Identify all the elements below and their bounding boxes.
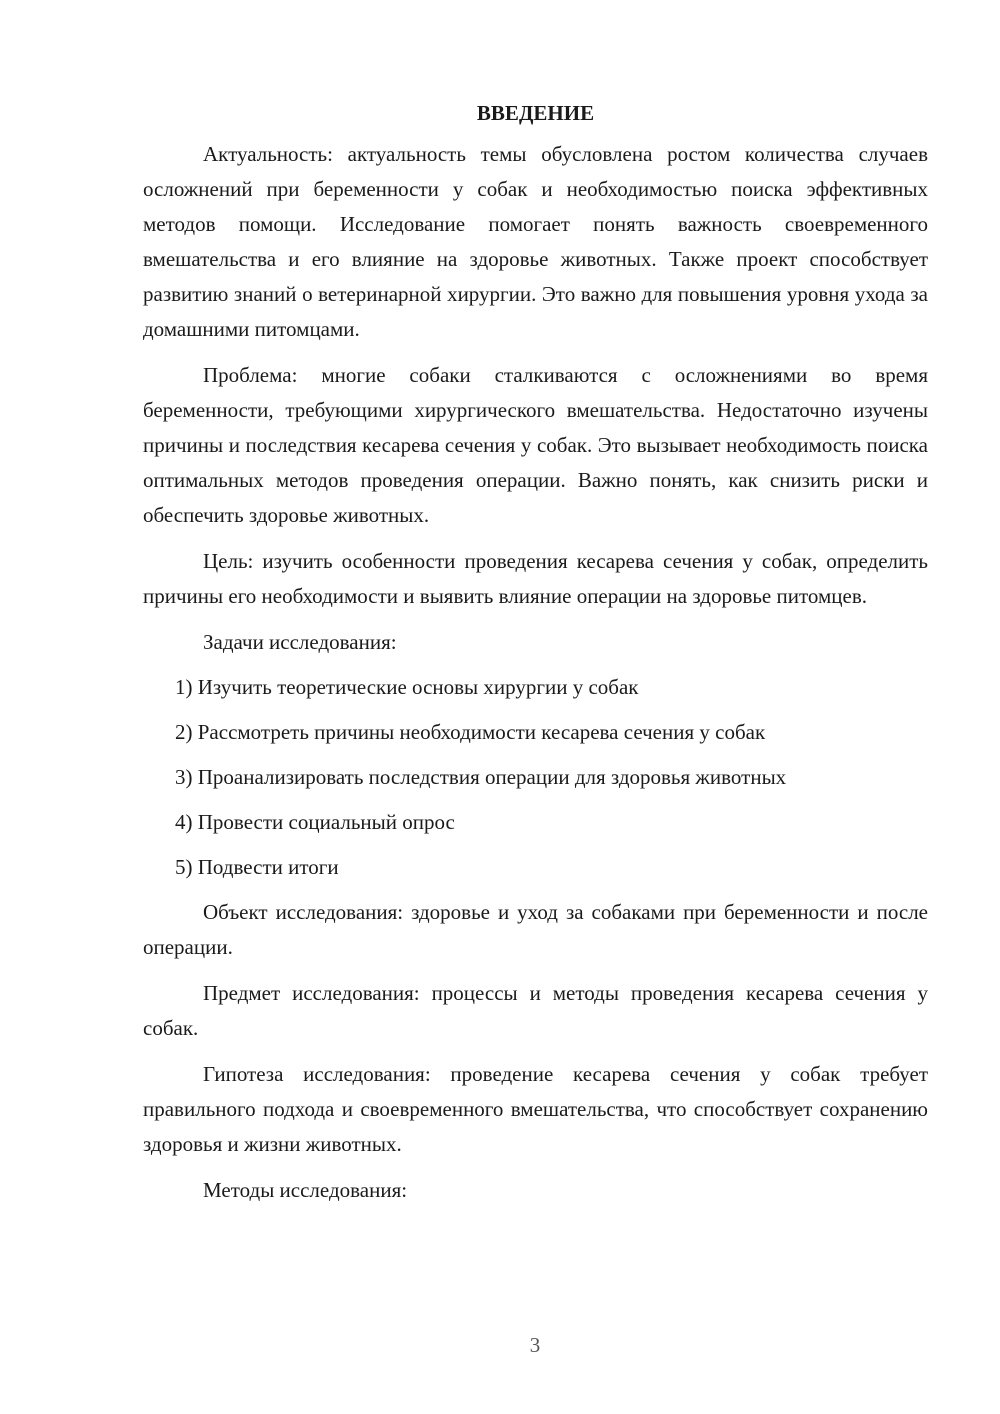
- relevance-paragraph: Актуальность: актуальность темы обусловлена ростом количества случаев осложнений при беременности у собак и необходимостью поиска эффективных методов помощи. Исследование помогает понять важность своевременного вмешательства и его влияние на здоровье животных. Также проект способствует развитию знаний о ветеринарной хирургии. Это важно для повышения уровня ухода за домашними питомцами.: [143, 142, 928, 341]
- tasks-label: Задачи исследования:: [203, 630, 397, 654]
- page-number: 3: [529, 1333, 541, 1357]
- methods-label: Методы исследования:: [203, 1178, 408, 1202]
- task-item: 1) Изучить теоретические основы хирургии у собак: [175, 675, 639, 699]
- object-paragraph: Объект исследования: здоровье и уход за собаками при беременности и после операции.: [143, 900, 928, 959]
- hypothesis-paragraph: Гипотеза исследования: проведение кесарева сечения у собак требует правильного подхода и своевременного вмешательства, что способствует сохранению здоровья и жизни животных.: [143, 1062, 928, 1156]
- section-heading: ВВЕДЕНИЕ: [476, 101, 595, 125]
- tasks-list: [143, 670, 928, 885]
- page-content: [143, 96, 928, 1219]
- task-item: 5) Подвести итоги: [175, 855, 339, 879]
- goal-paragraph: Цель: изучить особенности проведения кесарева сечения у собак, определить причины его необходимости и выявить влияние операции на здоровье питомцев.: [143, 549, 928, 608]
- task-item: 4) Провести социальный опрос: [175, 810, 455, 834]
- task-item: 3) Проанализировать последствия операции для здоровья животных: [175, 765, 787, 789]
- subject-paragraph: Предмет исследования: процессы и методы проведения кесарева сечения у собак.: [143, 981, 928, 1040]
- task-item: 2) Рассмотреть причины необходимости кесарева сечения у собак: [175, 720, 766, 744]
- problem-paragraph: Проблема: многие собаки сталкиваются с осложнениями во время беременности, требующими хирургического вмешательства. Недостаточно изучены причины и последствия кесарева сечения у собак. Это вызывает необходимость поиска оптимальных методов проведения операции. Важно понять, как снизить риски и обеспечить здоровье животных.: [143, 363, 928, 527]
